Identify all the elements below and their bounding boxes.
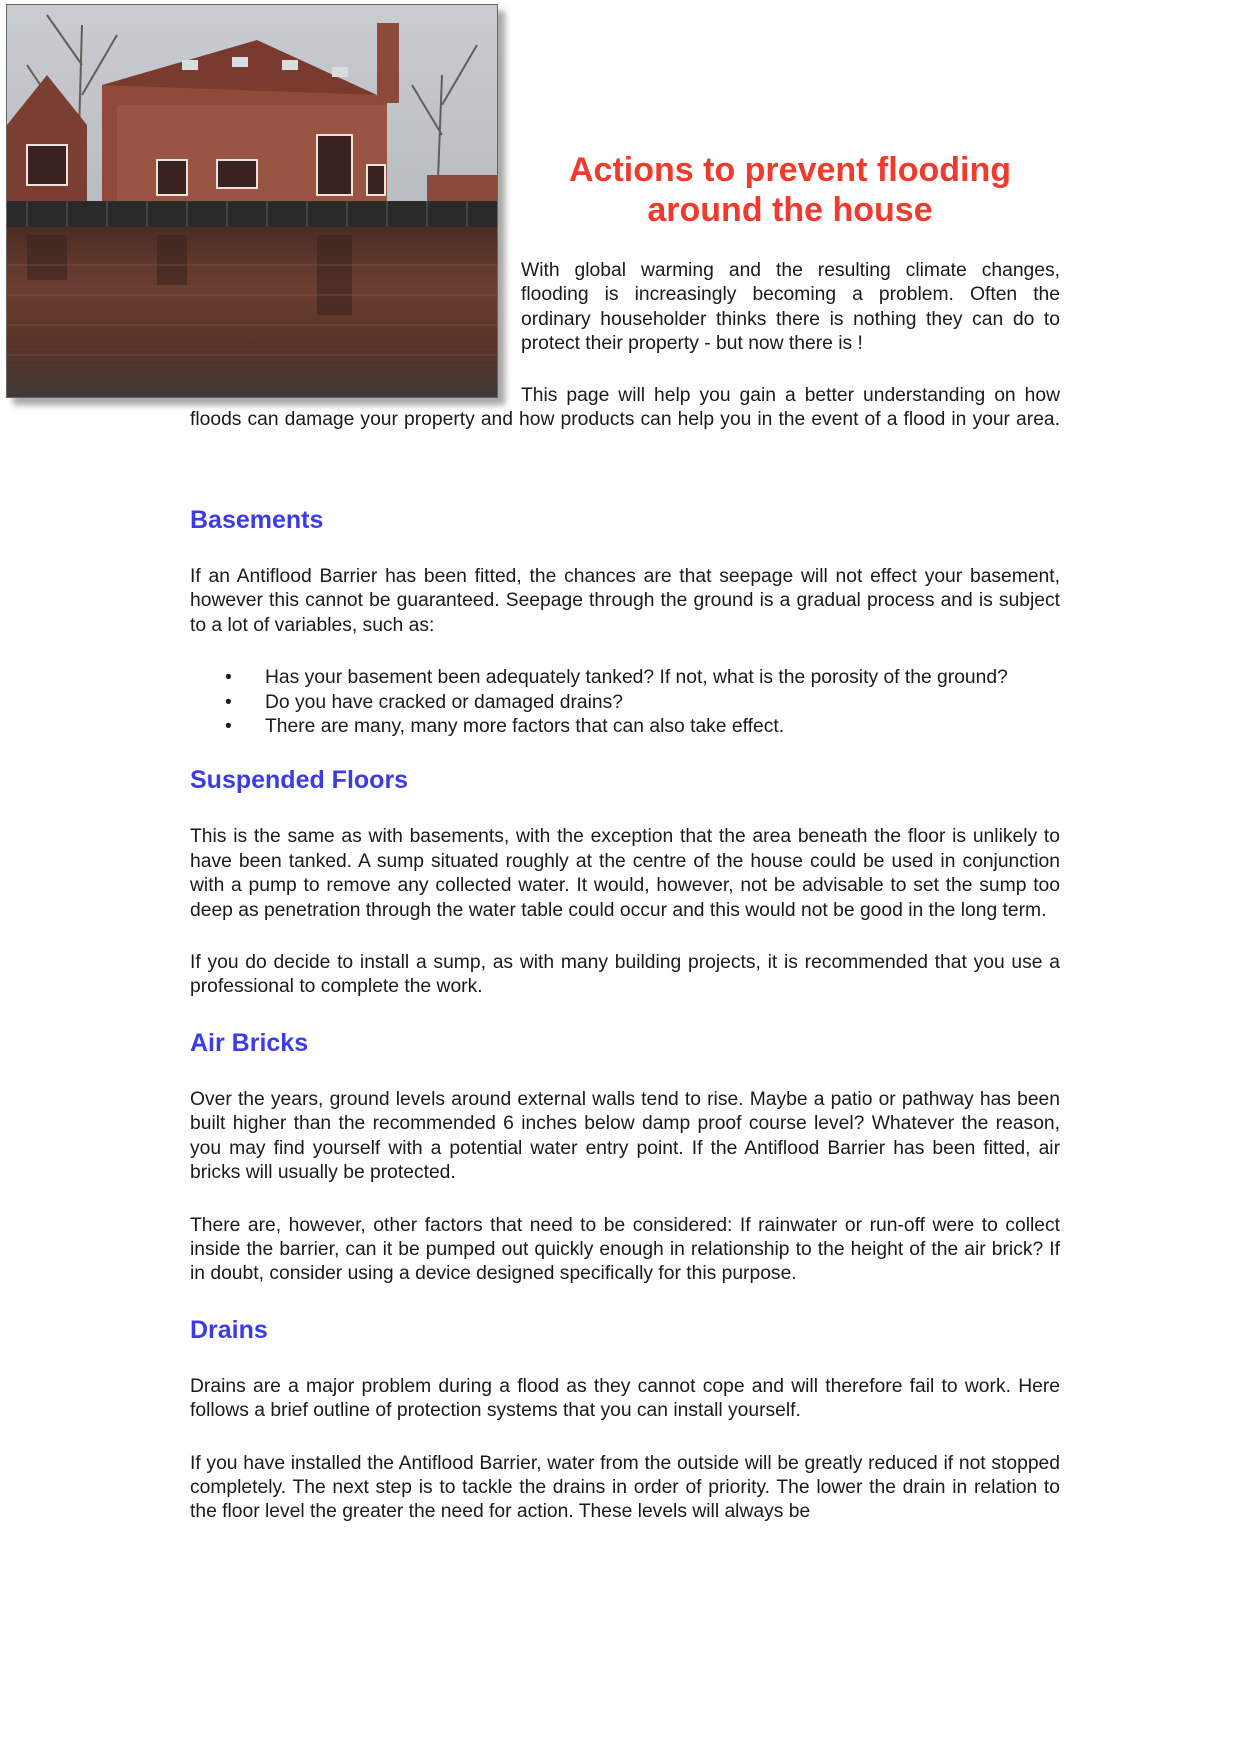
suspended-floors-heading: Suspended Floors <box>190 766 409 795</box>
list-item: • Do you have cracked or damaged drains? <box>265 691 1060 715</box>
basements-heading: Basements <box>190 506 324 534</box>
page-title <box>520 150 1060 230</box>
suspended-floors-paragraph-2: If you do decide to install a sump, as with many building projects, it is recommended that you use a professional to complete the work. <box>190 952 1060 998</box>
basements-paragraph: If an Antiflood Barrier has been fitted, the chances are that seepage will not effect your basement, however this cannot be guaranteed. Seepage through the ground is a gradual process and is subject to a lot of variables, such as: <box>190 566 1060 636</box>
air-bricks-heading: Air Bricks <box>190 1028 309 1057</box>
flooded-house-photo <box>6 4 498 398</box>
drains-heading: Drains <box>190 1315 268 1344</box>
air-bricks-paragraph-1: Over the years, ground levels around external walls tend to rise. Maybe a patio or pathway has been built higher than the recommended 6 inches below damp proof course level? Whatever the reason, you may find yourself with a potential water entry point. If the Antiflood Barrier has been fitted, air bricks will usually be protected. <box>190 1088 1060 1184</box>
list-item: • There are many, many more factors that can also take effect. <box>265 715 1060 739</box>
drains-paragraph-2: If you have installed the Antiflood Barrier, water from the outside will be greatly reduced if not stopped completely. The next step is to tackle the drains in order of priority. The lower the drain in relation to the floor level the greater the need for action. These levels will always be <box>190 1452 1060 1523</box>
air-bricks-paragraph-2: There are, however, other factors that need to be considered: If rainwater or run-off were to collect inside the barrier, can it be pumped out quickly enough in relationship to the height of the air brick? If in doubt, consider using a device designed specifically for this purpose. <box>190 1214 1060 1285</box>
main-content <box>190 505 1060 1553</box>
page-title-line-1: Actions to prevent flooding <box>569 151 1011 189</box>
intro-paragraph-1: With global warming and the resulting climate changes, flooding is increasingly becoming a problem. Often the ordinary householder thinks there is nothing they can do to protect their property - but now there is ! <box>521 260 1060 355</box>
drains-paragraph-1: Drains are a major problem during a flood as they cannot cope and will therefore fail to work. Here follows a brief outline of protection systems that you can install yourself. <box>190 1375 1060 1422</box>
list-item: • Has your basement been adequately tanked? If not, what is the porosity of the ground? <box>265 666 1060 690</box>
basements-bullet-list <box>190 666 1060 739</box>
suspended-floors-paragraph-1: This is the same as with basements, with the exception that the area beneath the floor is unlikely to have been tanked. A sump situated roughly at the centre of the house could be used in conjunction with a pump to remove any collected water. It would, however, not be advisable to set the sump too deep as penetration through the water table could occur and this would not be good in the long term. <box>190 826 1060 921</box>
page-title-line-2: around the house <box>647 191 933 229</box>
intro-paragraph-2: This page will help you gain a better understanding on how floods can damage your property and how products can help you in the event of a flood in your area. <box>190 385 1060 431</box>
